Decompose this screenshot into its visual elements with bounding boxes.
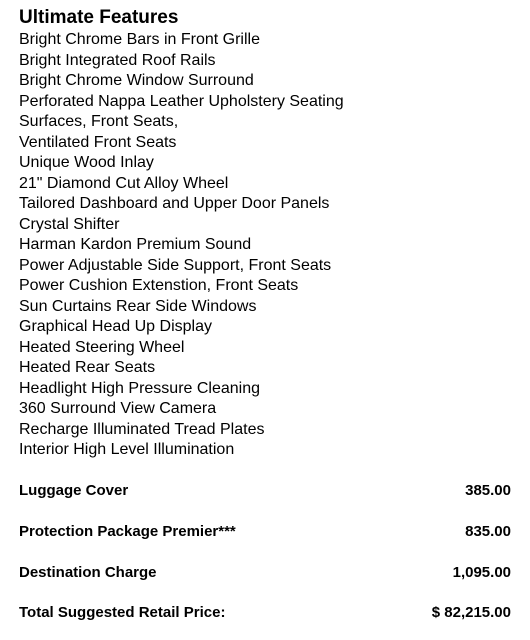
- feature-item: Bright Chrome Window Surround: [19, 72, 254, 89]
- price-row-total: [19, 603, 511, 623]
- price-row-protection-package: [19, 522, 511, 542]
- total-amount: $ 82,215.00: [431, 604, 511, 621]
- price-row-luggage-cover: [19, 481, 511, 501]
- total-label: Total Suggested Retail Price:: [19, 604, 226, 621]
- feature-item: Recharge Illuminated Tread Plates: [19, 420, 265, 438]
- feature-item: Ventilated Front Seats: [19, 133, 177, 151]
- feature-item: 21" Diamond Cut Alloy Wheel: [19, 174, 229, 192]
- price-amount: 385.00: [465, 482, 511, 499]
- feature-item: Harman Kardon Premium Sound: [19, 236, 252, 253]
- section-title: Ultimate Features: [19, 7, 179, 28]
- feature-item: Headlight High Pressure Cleaning: [19, 379, 261, 397]
- feature-item: Bright Chrome Bars in Front Grille: [19, 31, 260, 48]
- feature-item: Unique Wood Inlay: [19, 154, 154, 171]
- feature-list: [19, 30, 344, 461]
- feature-item: Perforated Nappa Leather Upholstery Seating: [19, 92, 344, 110]
- feature-item: Heated Steering Wheel: [19, 338, 185, 356]
- feature-item: Interior High Level Illumination: [19, 441, 235, 458]
- feature-item: Sun Curtains Rear Side Windows: [19, 297, 257, 315]
- feature-item: Heated Rear Seats: [19, 359, 156, 376]
- price-amount: 835.00: [465, 523, 511, 540]
- feature-item: Power Cushion Extenstion, Front Seats: [19, 277, 299, 294]
- feature-item: Surfaces, Front Seats,: [19, 113, 179, 130]
- price-label: Luggage Cover: [19, 482, 129, 499]
- price-row-destination-charge: [19, 563, 511, 583]
- feature-item: Bright Integrated Roof Rails: [19, 51, 216, 69]
- feature-item: Crystal Shifter: [19, 215, 120, 233]
- price-amount: 1,095.00: [452, 564, 511, 581]
- price-label: Destination Charge: [19, 564, 157, 581]
- feature-item: 360 Surround View Camera: [19, 400, 217, 417]
- feature-item: Power Adjustable Side Support, Front Seats: [19, 256, 332, 274]
- price-label: Protection Package Premier***: [19, 523, 236, 540]
- feature-item: Graphical Head Up Display: [19, 318, 212, 335]
- feature-item: Tailored Dashboard and Upper Door Panels: [19, 195, 330, 212]
